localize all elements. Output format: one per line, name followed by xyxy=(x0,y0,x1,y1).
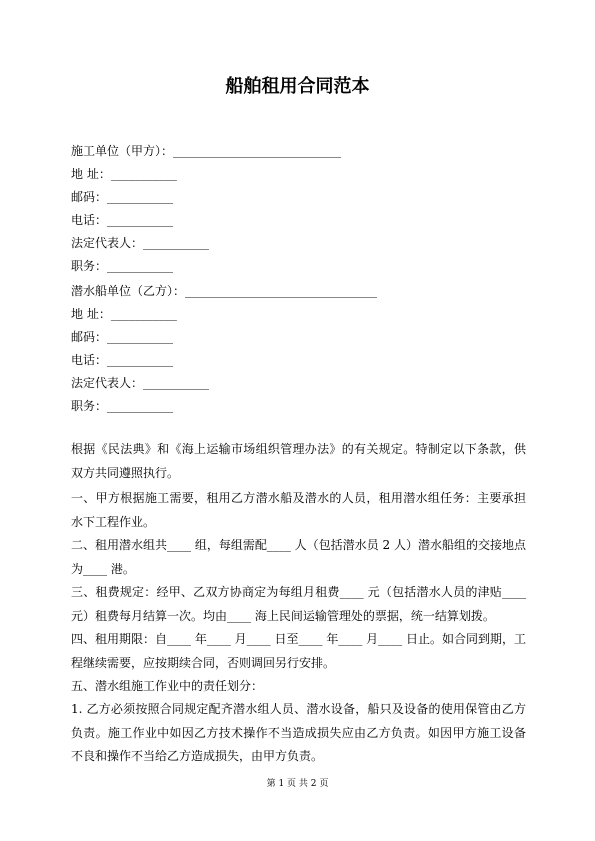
intro-paragraph: 根据《民法典》和《海上运输市场组织管理办法》的有关规定。特制定以下条款，供双方共同遵照执行。 xyxy=(71,442,526,480)
party-b-unit-field: 潜水船单位（乙方）：________________________________ xyxy=(71,284,378,298)
clause-1-paragraph: 一、甲方根据施工需要，租用乙方潜水船及潜水的人员，租用潜水组任务：主要承担水下工程作业。 xyxy=(71,491,526,529)
party-a-address-field: 地 址：___________ xyxy=(71,167,177,181)
page-number: 第 1 页 共 2 页 xyxy=(266,779,329,789)
party-a-unit-field: 施工单位（甲方）：____________________________ xyxy=(71,144,342,158)
party-a-legal-rep-field: 法定代表人：___________ xyxy=(71,236,210,250)
clause-5-item-1-paragraph: 1. 乙方必须按照合同规定配齐潜水组人员、潜水设备，船只及设备的使用保管由乙方负责。施工作业中如因乙方技术操作不当造成损失应由乙方负责。如因甲方施工设备不良和操作不当给乙方造成损失，由甲方负责。 xyxy=(71,702,526,763)
party-a-postcode-field: 邮码：___________ xyxy=(71,190,174,204)
document-title: 船舶租用合同范本 xyxy=(225,76,370,97)
clause-2-paragraph: 二、租用潜水组共____ 组，每组需配____ 人（包括潜水员 2 人）潜水船组的交接地点为____ 港。 xyxy=(71,538,526,576)
party-b-legal-rep-field: 法定代表人：___________ xyxy=(71,376,210,390)
party-b-postcode-field: 邮码：___________ xyxy=(71,330,174,344)
party-b-address-field: 地 址：___________ xyxy=(71,307,177,321)
party-a-phone-field: 电话：___________ xyxy=(71,213,174,227)
clause-5-heading: 五、潜水组施工作业中的责任划分： xyxy=(71,679,264,693)
party-a-position-field: 职务：___________ xyxy=(71,259,174,273)
party-b-position-field: 职务：___________ xyxy=(71,399,174,413)
clause-4-paragraph: 四、租用期限：自____ 年____ 月____ 日至____ 年____ 月____ 日止。如合同到期，工程继续需要，应按期续合同，否则调回另行安排。 xyxy=(71,632,526,670)
clause-3-paragraph: 三、租费规定：经甲、乙双方协商定为每组月租费____ 元（包括潜水人员的津贴____ 元）租费每月结算一次。均由____ 海上民间运输管理处的票据，统一结算划拨。 xyxy=(71,585,526,623)
party-b-phone-field: 电话：___________ xyxy=(71,353,174,367)
